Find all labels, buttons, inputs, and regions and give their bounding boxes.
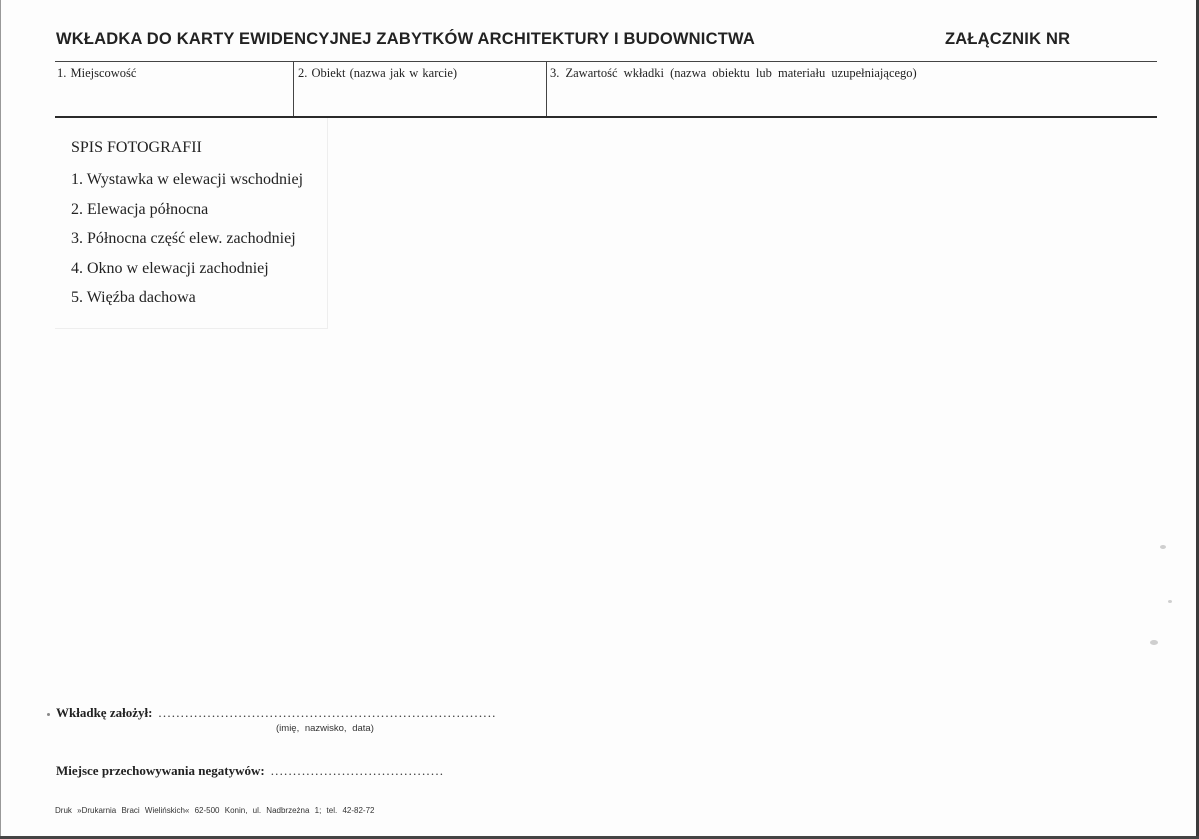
form-title: WKŁADKA DO KARTY EWIDENCYJNEJ ZABYTKÓW ARCHITEKTURY I BUDOWNICTWA [56, 30, 755, 48]
field-locality-label: 1. Miejscowość [57, 66, 137, 80]
negatives-location-row [56, 763, 444, 779]
created-by-label: Wkładkę założył: [56, 705, 153, 720]
printer-imprint: Druk »Drukarnia Braci Wielińskich« 62-500 Konin, ul. Nadbrzeżna 1; tel. 42-82-72 [55, 806, 375, 815]
photo-list-item: 3. Północna część elew. zachodniej [71, 230, 296, 247]
paper-speck [1150, 640, 1158, 645]
paper-speck [1168, 600, 1172, 603]
field-object-label: 2. Obiekt (nazwa jak w karcie) [298, 66, 458, 80]
header-rule-top [55, 61, 1157, 62]
photo-list-item: 4. Okno w elewacji zachodniej [71, 259, 269, 277]
paper-speck [1160, 545, 1166, 549]
created-by-row [56, 705, 497, 721]
negatives-location-dotted-line: ....................................... [270, 763, 445, 778]
annex-number-label: ZAŁĄCZNIK NR [945, 30, 1071, 48]
created-by-dotted-line: ............................................................................ [158, 705, 497, 720]
field-contents-label: 3. Zawartość wkładki (nazwa obiektu lub materiału uzupełniającego) [550, 66, 917, 80]
photo-list-item: 2. Elewacja północna [71, 200, 209, 218]
created-by-caption: (imię, nazwisko, data) [276, 723, 374, 734]
photo-list-item: 5. Więźba dachowa [71, 289, 196, 306]
field-divider-1 [293, 62, 294, 116]
photo-list-item: 1. Wystawka w elewacji wschodniej [71, 171, 304, 188]
negatives-location-label: Miejsce przechowywania negatywów: [56, 763, 265, 778]
paper-speck [47, 713, 50, 716]
field-divider-2 [546, 62, 547, 116]
photo-list [71, 169, 303, 317]
photo-list-title: SPIS FOTOGRAFII [71, 139, 202, 156]
sheet-left-edge [0, 0, 1, 839]
